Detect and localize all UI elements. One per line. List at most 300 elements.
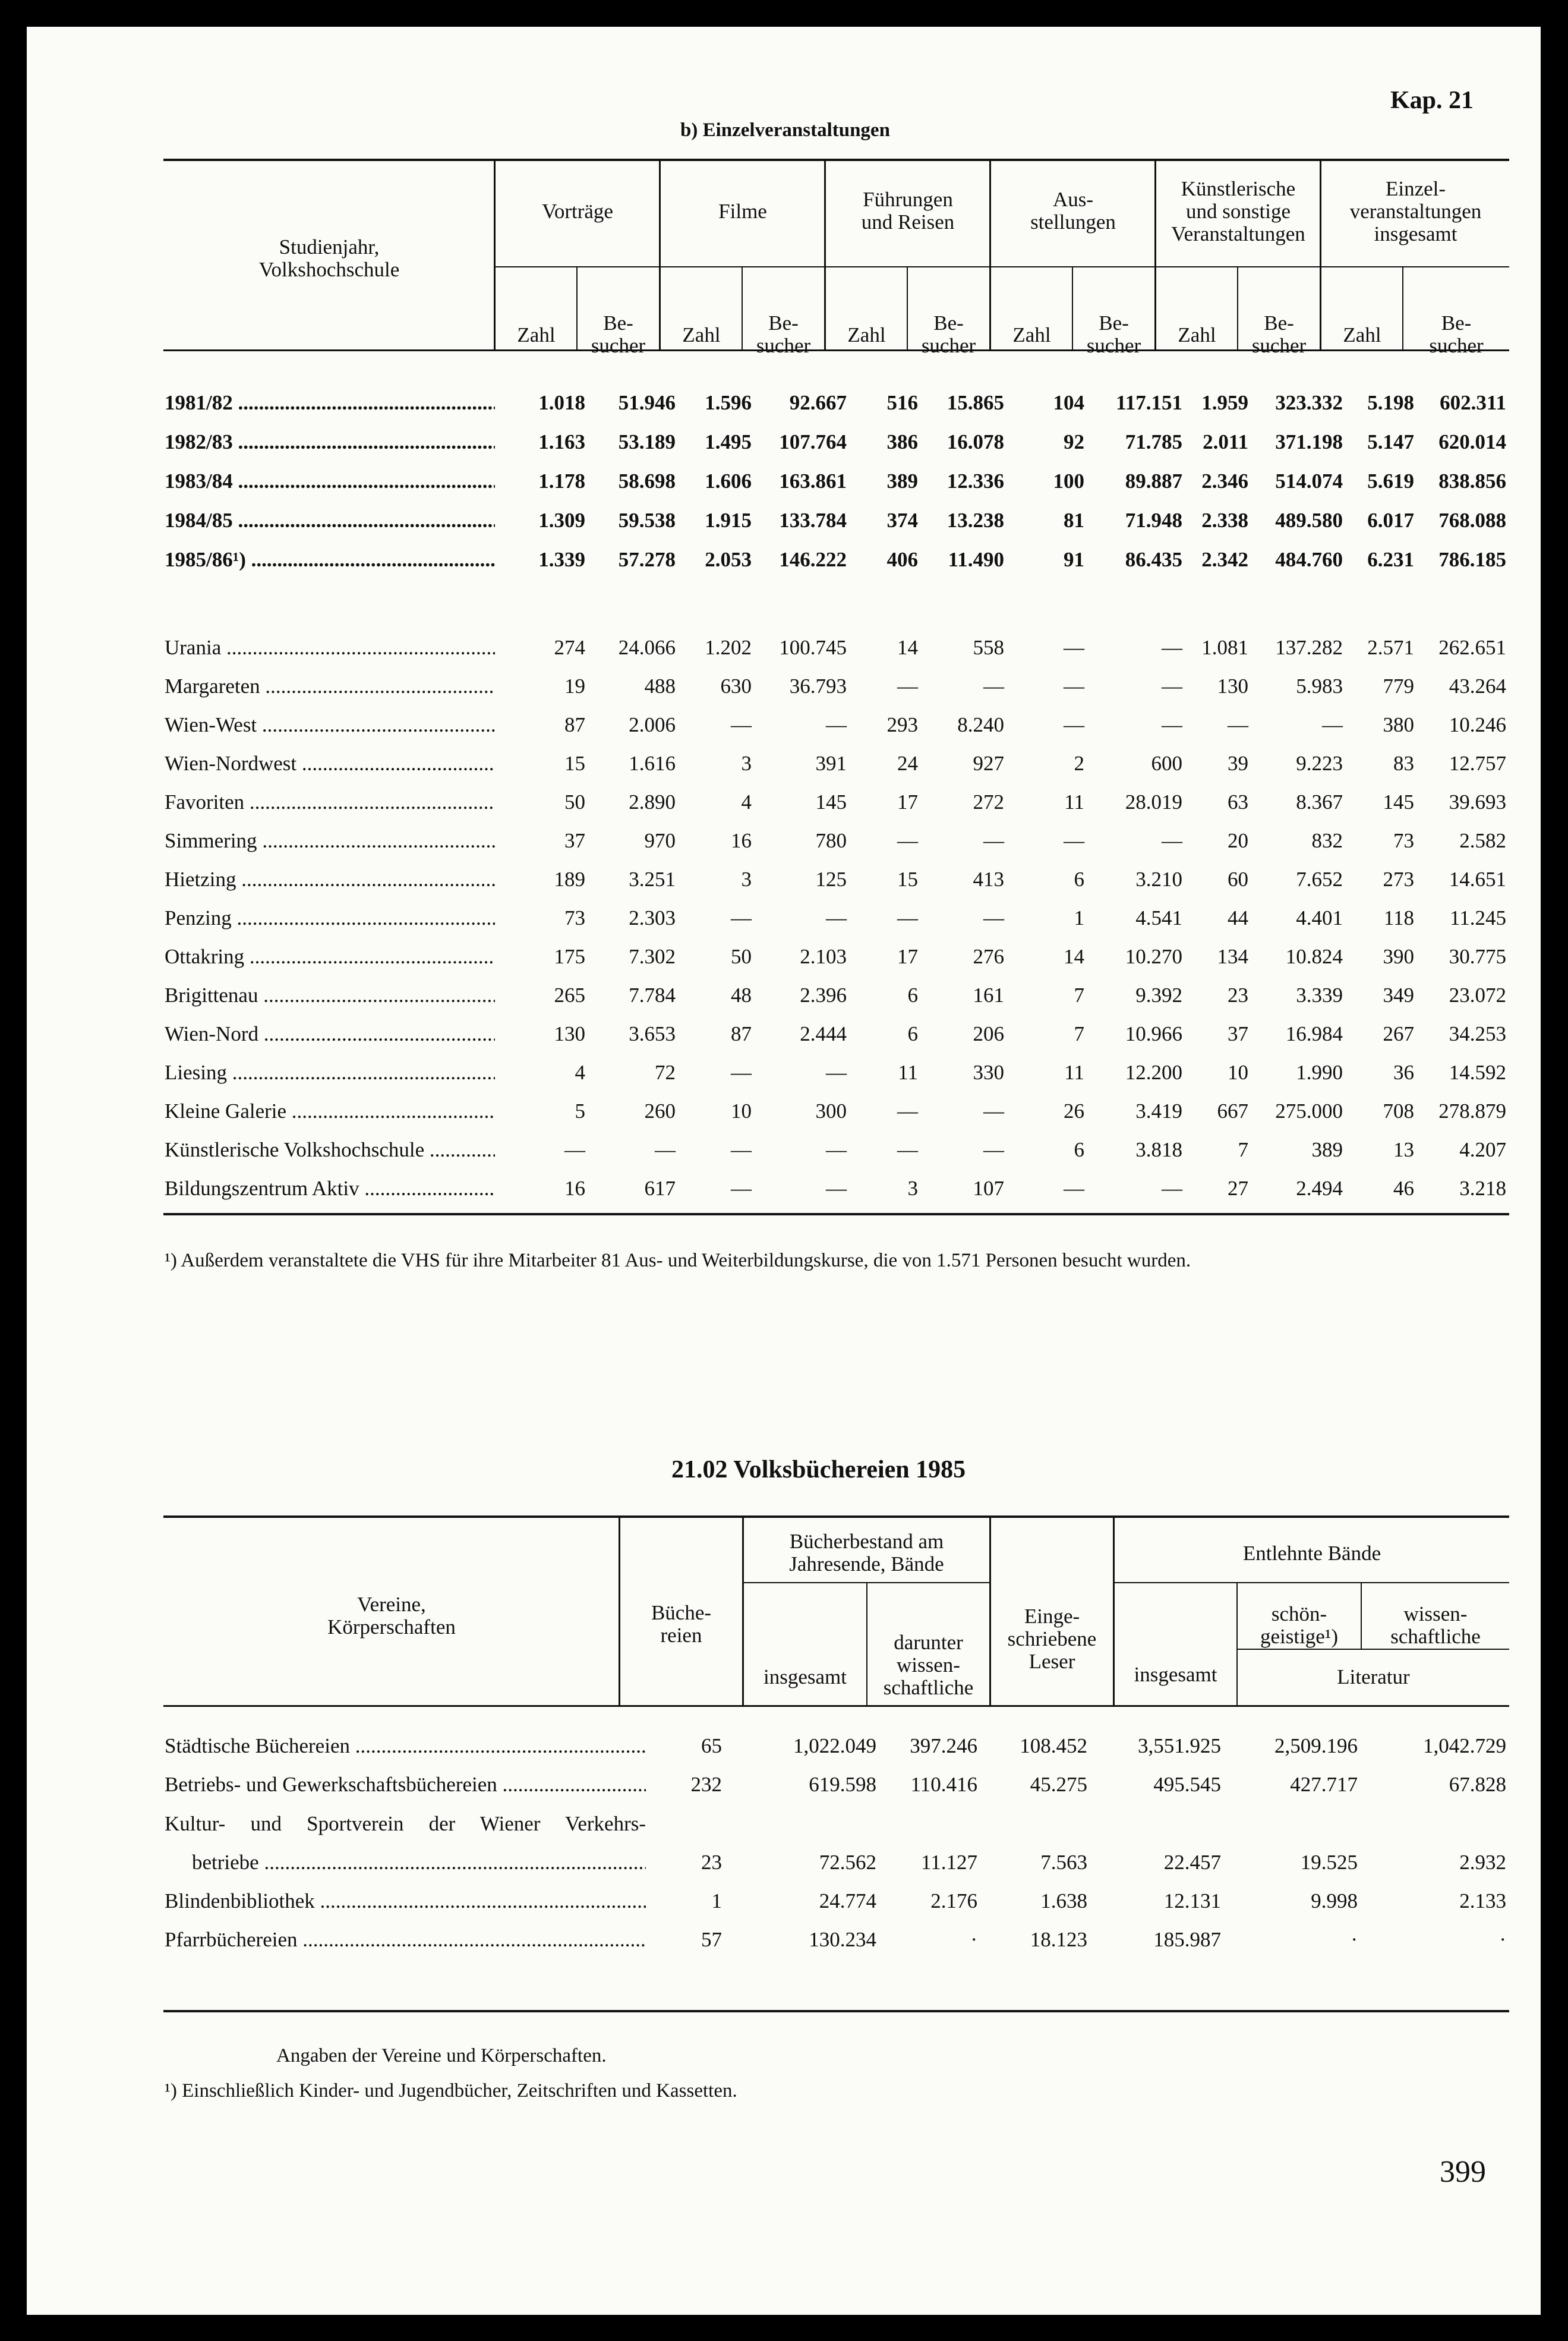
table-cell: 9.223: [1296, 752, 1343, 775]
table-row: [27, 543, 1541, 577]
table-cell: 427.717: [1290, 1773, 1358, 1796]
row-label-line1: Kultur- und Sportverein der Wiener Verkehrs-: [165, 1812, 646, 1835]
table-cell: 15.865: [947, 391, 1004, 414]
table-cell: 14.592: [1449, 1061, 1506, 1084]
table-cell: —: [826, 906, 847, 930]
table-cell: 2: [1074, 752, 1084, 775]
table-cell: 1: [1074, 906, 1084, 930]
table-cell: 380: [1383, 713, 1414, 736]
table-cell: 3: [741, 868, 752, 891]
table-cell: 23: [701, 1851, 722, 1874]
table-row: [27, 1017, 1541, 1051]
table-row: [27, 785, 1541, 820]
table-cell: 125: [815, 868, 847, 891]
table-cell: —: [983, 829, 1004, 852]
table-cell: 2.338: [1201, 509, 1248, 532]
table-cell: 389: [1311, 1138, 1343, 1161]
table-cell: 389: [886, 470, 918, 493]
table-cell: 14: [897, 636, 918, 659]
table-cell: 267: [1383, 1022, 1414, 1045]
table-cell: 300: [815, 1099, 847, 1123]
table-cell: —: [897, 906, 918, 930]
table-cell: 2.571: [1367, 636, 1414, 659]
table-cell: 4.401: [1296, 906, 1343, 930]
table-cell: —: [897, 1099, 918, 1123]
table-row: [27, 1845, 1541, 1880]
table-cell: —: [983, 906, 1004, 930]
row-label: Penzing .....: [165, 901, 495, 935]
table-cell: 16.984: [1285, 1022, 1343, 1045]
table-cell: 1.596: [705, 391, 752, 414]
table-cell: 7.302: [629, 945, 676, 968]
row-label: 1985/86¹) .....: [165, 543, 495, 577]
document-page: [27, 27, 1541, 2315]
row-label: Liesing .....: [165, 1056, 495, 1090]
table-cell: 16: [564, 1177, 585, 1200]
table-cell: 5: [575, 1099, 585, 1123]
table-cell: 1.202: [705, 636, 752, 659]
table-cell: —: [1228, 713, 1248, 736]
table-cell: 1.606: [705, 470, 752, 493]
table-cell: 6.017: [1367, 509, 1414, 532]
table-row: [27, 1094, 1541, 1129]
table-cell: 5.147: [1367, 430, 1414, 453]
table2-footnote: ¹) Einschließlich Kinder- und Jugendbücher, Zeitschriften und Kassetten.: [165, 2080, 737, 2101]
table-cell: —: [564, 1138, 585, 1161]
table-cell: 2,509.196: [1274, 1734, 1358, 1757]
table-cell: 323.332: [1275, 391, 1343, 414]
table-cell: 1.915: [705, 509, 752, 532]
table-cell: —: [731, 1061, 752, 1084]
table-cell: 1.309: [538, 509, 585, 532]
table-cell: 44: [1228, 906, 1248, 930]
table-cell: 24.066: [618, 636, 676, 659]
col-group-entlehnte: Entlehnte Bände: [1242, 1542, 1381, 1565]
table-cell: 73: [564, 906, 585, 930]
table-cell: 17: [897, 790, 918, 814]
table-cell: 73: [1393, 829, 1414, 852]
table-cell: 272: [973, 790, 1004, 814]
table-cell: 2.396: [800, 984, 847, 1007]
table-row: [27, 940, 1541, 974]
table-cell: 189: [554, 868, 585, 891]
row-label: 1982/83 .....: [165, 425, 495, 459]
table-cell: 18.123: [1030, 1928, 1087, 1951]
table-cell: 11: [1064, 1061, 1084, 1084]
table-cell: 13.238: [947, 509, 1004, 532]
sub-besucher-6: Be- sucher: [1429, 311, 1484, 357]
table-cell: 130.234: [809, 1928, 876, 1951]
table-cell: 30.775: [1449, 945, 1506, 968]
col-wissenschaftliche: wissen- schaftliche: [1390, 1602, 1481, 1648]
table-cell: 1.163: [538, 430, 585, 453]
table-cell: 100.745: [779, 636, 847, 659]
table2-title: 21.02 Volksbüchereien 1985: [671, 1456, 966, 1483]
table-cell: 27: [1228, 1177, 1248, 1200]
table-row: [27, 1133, 1541, 1167]
table-cell: 130: [554, 1022, 585, 1045]
table-cell: 7.784: [629, 984, 676, 1007]
table-row: [27, 862, 1541, 897]
table-cell: 163.861: [779, 470, 847, 493]
table-cell: 2.932: [1459, 1851, 1506, 1874]
table-row: [27, 1171, 1541, 1206]
table-row: [27, 824, 1541, 858]
table-cell: —: [1162, 1177, 1182, 1200]
table-cell: 1.638: [1040, 1889, 1087, 1913]
table-cell: 1.990: [1296, 1061, 1343, 1084]
table-cell: 26: [1064, 1099, 1084, 1123]
table-cell: 146.222: [779, 548, 847, 571]
table-cell: 206: [973, 1022, 1004, 1045]
table-cell: 7: [1074, 984, 1084, 1007]
table-cell: 602.311: [1440, 391, 1506, 414]
table-cell: 1.178: [538, 470, 585, 493]
table-cell: —: [983, 1138, 1004, 1161]
table-cell: 2.133: [1459, 1889, 1506, 1913]
sub-besucher-4: Be- sucher: [1086, 311, 1141, 357]
table-cell: 16: [731, 829, 752, 852]
col-schoengeistige: schön- geistige¹): [1260, 1602, 1338, 1648]
row-label: Wien-West .....: [165, 708, 495, 742]
table-cell: 6.231: [1367, 548, 1414, 571]
table-cell: 43.264: [1449, 675, 1506, 698]
table-row: [27, 386, 1541, 420]
table-cell: 12.757: [1449, 752, 1506, 775]
table-cell: 2.176: [930, 1889, 977, 1913]
table-cell: 619.598: [809, 1773, 876, 1796]
table-cell: 161: [973, 984, 1004, 1007]
col-bestand-darunter: darunter wissen- schaftliche: [883, 1631, 974, 1699]
table-cell: 630: [720, 675, 752, 698]
table-cell: 5.198: [1367, 391, 1414, 414]
table-cell: 91: [1064, 548, 1084, 571]
table-cell: 1.339: [538, 548, 585, 571]
col-entlehnt-insgesamt: insgesamt: [1134, 1663, 1217, 1686]
sub-zahl-2: Zahl: [682, 323, 721, 346]
row-label: Kleine Galerie .....: [165, 1094, 495, 1129]
table-cell: 17: [897, 945, 918, 968]
table-cell: 72: [655, 1061, 676, 1084]
table-cell: 53.189: [618, 430, 676, 453]
table-cell: 349: [1383, 984, 1414, 1007]
table-row: [27, 425, 1541, 459]
table-cell: 11.245: [1450, 906, 1506, 930]
table-cell: 23.072: [1449, 984, 1506, 1007]
table-cell: —: [1162, 713, 1182, 736]
table-cell: 2.582: [1459, 829, 1506, 852]
table-cell: 145: [1383, 790, 1414, 814]
table-cell: 779: [1383, 675, 1414, 698]
col-group-bestand: Bücherbestand am Jahresende, Bände: [789, 1530, 944, 1576]
row-label: Margareten .....: [165, 669, 495, 704]
table-cell: 175: [554, 945, 585, 968]
table-cell: 516: [886, 391, 918, 414]
table-cell: 9.998: [1311, 1889, 1358, 1913]
table-cell: 413: [973, 868, 1004, 891]
table-cell: 3.251: [629, 868, 676, 891]
table-cell: 262.651: [1438, 636, 1506, 659]
table-cell: 11: [898, 1061, 918, 1084]
table-cell: 278.879: [1438, 1099, 1506, 1123]
table-cell: 232: [690, 1773, 722, 1796]
table-cell: 15: [564, 752, 585, 775]
table-cell: 107: [973, 1177, 1004, 1200]
table-cell: 104: [1053, 391, 1084, 414]
table-cell: 488: [644, 675, 676, 698]
table-cell: 12.200: [1125, 1061, 1182, 1084]
table-cell: 133.784: [779, 509, 847, 532]
table-cell: —: [826, 1138, 847, 1161]
table-cell: 489.580: [1275, 509, 1343, 532]
row-label: Simmering .....: [165, 824, 495, 858]
table-cell: 6: [907, 984, 918, 1007]
table-cell: 48: [731, 984, 752, 1007]
table2-stub-header: Vereine, Körperschaften: [327, 1593, 456, 1639]
table-cell: 2.890: [629, 790, 676, 814]
table-cell: 58.698: [618, 470, 676, 493]
table-cell: 57: [701, 1928, 722, 1951]
table-cell: 374: [886, 509, 918, 532]
table-cell: 89.887: [1125, 470, 1182, 493]
table-cell: 391: [815, 752, 847, 775]
table-cell: 100: [1053, 470, 1084, 493]
row-label: Blindenbibliothek .....: [165, 1884, 646, 1918]
sub-zahl-3: Zahl: [847, 323, 886, 346]
table-cell: —: [1322, 713, 1343, 736]
col-group-filme: Filme: [718, 200, 767, 223]
table-cell: 14.651: [1449, 868, 1506, 891]
table-cell: 87: [564, 713, 585, 736]
table-cell: 1.018: [538, 391, 585, 414]
table-cell: 330: [973, 1061, 1004, 1084]
table-cell: 20: [1228, 829, 1248, 852]
table-cell: 927: [973, 752, 1004, 775]
row-label: Urania .....: [165, 631, 495, 665]
table-cell: 13: [1393, 1138, 1414, 1161]
row-label: 1981/82 .....: [165, 386, 495, 420]
table-cell: 63: [1228, 790, 1248, 814]
table-cell: —: [1162, 829, 1182, 852]
table-cell: 37: [564, 829, 585, 852]
table-cell: —: [1162, 675, 1182, 698]
table-cell: 10.966: [1125, 1022, 1182, 1045]
table-cell: 780: [815, 829, 847, 852]
table-cell: 12.131: [1163, 1889, 1221, 1913]
table-cell: 24: [897, 752, 918, 775]
table-cell: 3.339: [1296, 984, 1343, 1007]
table-cell: 1.959: [1201, 391, 1248, 414]
table-cell: 276: [973, 945, 1004, 968]
table-cell: 386: [886, 430, 918, 453]
sub-zahl-1: Zahl: [517, 323, 556, 346]
row-label: 1983/84 .....: [165, 464, 495, 499]
table-cell: —: [826, 713, 847, 736]
table-row: [27, 1884, 1541, 1918]
table-cell: 72.562: [819, 1851, 876, 1874]
table1-title: b) Einzelveranstaltungen: [680, 119, 890, 141]
table-cell: 8.367: [1296, 790, 1343, 814]
table-cell: 137.282: [1275, 636, 1343, 659]
table-cell: 2.303: [629, 906, 676, 930]
table-cell: 37: [1228, 1022, 1248, 1045]
table-cell: 7.652: [1296, 868, 1343, 891]
table-cell: 514.074: [1275, 470, 1343, 493]
table-cell: 2.006: [629, 713, 676, 736]
table-cell: 786.185: [1438, 548, 1506, 571]
table-cell: 81: [1064, 509, 1084, 532]
table-cell: 7: [1238, 1138, 1248, 1161]
table-row: [27, 708, 1541, 742]
page-number: 399: [1440, 2155, 1486, 2189]
table-cell: 87: [731, 1022, 752, 1045]
table-cell: 2.494: [1296, 1177, 1343, 1200]
table-cell: —: [731, 906, 752, 930]
sub-besucher-2: Be- sucher: [756, 311, 811, 357]
table-cell: 23: [1228, 984, 1248, 1007]
table-cell: —: [731, 1138, 752, 1161]
table-row: [27, 901, 1541, 935]
table-cell: 59.538: [618, 509, 676, 532]
table1-footnote: ¹) Außerdem veranstaltete die VHS für ihre Mitarbeiter 81 Aus- und Weiterbildungskurse, die von 1.571 Personen besucht wurden.: [165, 1250, 1191, 1271]
table-cell: 2.342: [1201, 548, 1248, 571]
table-cell: 3.210: [1135, 868, 1182, 891]
table-cell: 620.014: [1438, 430, 1506, 453]
table-cell: 11.490: [948, 548, 1004, 571]
table-cell: 708: [1383, 1099, 1414, 1123]
row-label: Bildungszentrum Aktiv .....: [165, 1171, 495, 1206]
table-cell: 8.240: [957, 713, 1004, 736]
table-cell: 397.246: [910, 1734, 977, 1757]
table-row: [27, 1729, 1541, 1763]
table-cell: 10.270: [1125, 945, 1182, 968]
sub-besucher-5: Be- sucher: [1251, 311, 1307, 357]
col-group-vortraege: Vorträge: [542, 200, 613, 223]
table-cell: 293: [886, 713, 918, 736]
table-cell: 390: [1383, 945, 1414, 968]
table-cell: 667: [1217, 1099, 1248, 1123]
table-cell: 6: [1074, 1138, 1084, 1161]
table-cell: 1.616: [629, 752, 676, 775]
table-cell: —: [1064, 829, 1084, 852]
table-cell: 371.198: [1275, 430, 1343, 453]
table-row: [27, 978, 1541, 1013]
row-label: Ottakring .....: [165, 940, 495, 974]
table-cell: —: [1162, 636, 1182, 659]
table-cell: 19.525: [1300, 1851, 1358, 1874]
table-cell: 7.563: [1040, 1851, 1087, 1874]
table-cell: 12.336: [947, 470, 1004, 493]
table-cell: 24.774: [819, 1889, 876, 1913]
table-cell: 3.653: [629, 1022, 676, 1045]
row-label: Künstlerische Volkshochschule .....: [165, 1133, 495, 1167]
col-leser: Einge- schriebene Leser: [1007, 1605, 1097, 1673]
table-cell: —: [826, 1177, 847, 1200]
sub-besucher-3: Be- sucher: [921, 311, 976, 357]
table-row: [27, 503, 1541, 538]
table-cell: 134: [1217, 945, 1248, 968]
table-cell: 19: [564, 675, 585, 698]
table-cell: —: [897, 1138, 918, 1161]
table-cell: 484.760: [1275, 548, 1343, 571]
table-cell: 34.253: [1449, 1022, 1506, 1045]
table-cell: 2.346: [1201, 470, 1248, 493]
table-cell: —: [826, 1061, 847, 1084]
row-label: Pfarrbüchereien .....: [165, 1923, 646, 1957]
col-group-einzelveranstaltungen: Einzel- veranstaltungen insgesamt: [1349, 177, 1482, 245]
table-cell: 92: [1064, 430, 1084, 453]
table-cell: —: [1064, 636, 1084, 659]
table-cell: 2.011: [1203, 430, 1248, 453]
table-cell: 274: [554, 636, 585, 659]
row-label: Betriebs- und Gewerkschaftsbüchereien .....: [165, 1767, 646, 1802]
table-row: [27, 669, 1541, 704]
sub-zahl-5: Zahl: [1178, 323, 1216, 346]
col-literatur: Literatur: [1337, 1665, 1410, 1688]
table-cell: 39: [1228, 752, 1248, 775]
table-cell: —: [731, 713, 752, 736]
table-cell: 51.946: [618, 391, 676, 414]
table-cell: 145: [815, 790, 847, 814]
table-cell: 838.856: [1438, 470, 1506, 493]
table-cell: 9.392: [1135, 984, 1182, 1007]
table-cell: —: [655, 1138, 676, 1161]
table-cell: 4: [741, 790, 752, 814]
table-row: [27, 1056, 1541, 1090]
table-cell: 3.419: [1135, 1099, 1182, 1123]
table-cell: 11.127: [921, 1851, 977, 1874]
table-cell: 275.000: [1275, 1099, 1343, 1123]
table-cell: 5.983: [1296, 675, 1343, 698]
table-cell: 83: [1393, 752, 1414, 775]
table-cell: 28.019: [1125, 790, 1182, 814]
table-cell: —: [1064, 675, 1084, 698]
table-cell: 6: [907, 1022, 918, 1045]
table-cell: 3.818: [1135, 1138, 1182, 1161]
table-cell: 118: [1383, 906, 1414, 930]
table-cell: 45.275: [1030, 1773, 1087, 1796]
table-cell: 1: [711, 1889, 722, 1913]
table1-stub-header: Studienjahr, Volkshochschule: [258, 235, 400, 281]
table-cell: 10.246: [1449, 713, 1506, 736]
table-cell: 39.693: [1449, 790, 1506, 814]
row-label: Brigittenau .....: [165, 978, 495, 1013]
sub-zahl-4: Zahl: [1012, 323, 1051, 346]
row-label: 1984/85 .....: [165, 503, 495, 538]
table-cell: 260: [644, 1099, 676, 1123]
table-cell: 617: [644, 1177, 676, 1200]
table-cell: —: [731, 1177, 752, 1200]
table-cell: 117.151: [1116, 391, 1182, 414]
table-cell: 46: [1393, 1177, 1414, 1200]
table-cell: 4.207: [1459, 1138, 1506, 1161]
table-cell: 36: [1393, 1061, 1414, 1084]
table-cell: —: [1064, 1177, 1084, 1200]
table-cell: 832: [1311, 829, 1343, 852]
table-row: [27, 1923, 1541, 1957]
table-cell: 265: [554, 984, 585, 1007]
table-cell: 22.457: [1163, 1851, 1221, 1874]
table-cell: 406: [886, 548, 918, 571]
col-group-fuehrungen: Führungen und Reisen: [861, 188, 955, 234]
sub-zahl-6: Zahl: [1343, 323, 1381, 346]
table-cell: 67.828: [1449, 1773, 1506, 1796]
table-cell: 2.103: [800, 945, 847, 968]
col-buechereien: Büche- reien: [651, 1601, 712, 1647]
table2-source: Angaben der Vereine und Körperschaften.: [276, 2045, 607, 2066]
chapter-label: Kap. 21: [1390, 87, 1474, 114]
table-cell: 11: [1064, 790, 1084, 814]
